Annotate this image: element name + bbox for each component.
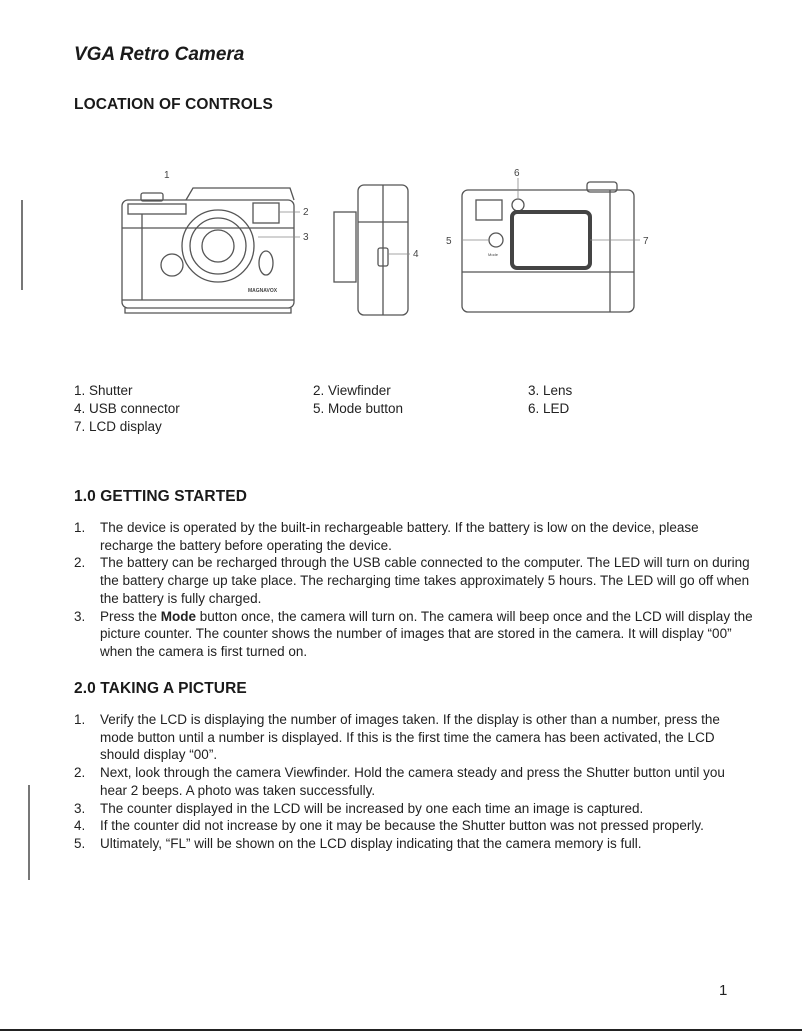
list-text: The battery can be recharged through the USB cable connected to the computer. The LED will turn on during the battery charge up take place. The recharging time takes approximately 5 hours. The LED will go off when the battery is fully charged.	[100, 555, 750, 606]
list-text: Verify the LCD is displaying the number of images taken. If the display is other than a number, press the mode button until a number is displayed. If this is the first time the camera has been activated, the LCD should display “00”.	[100, 712, 720, 763]
list-item	[74, 817, 754, 835]
callout-7: 7	[643, 236, 649, 247]
list-number: 3.	[74, 800, 86, 816]
page-number: 1	[719, 982, 728, 999]
scan-margin-mark	[21, 200, 23, 290]
bold-term-mode: Mode	[160, 608, 197, 624]
legend-item: 4. USB connector	[74, 401, 180, 416]
list-item	[74, 800, 754, 818]
list-number: 2.	[74, 555, 86, 571]
list-number: 4.	[74, 818, 86, 834]
list-item	[74, 608, 754, 661]
list-number: 1.	[74, 520, 86, 535]
legend-item: 6. LED	[528, 401, 570, 416]
list-text: Next, look through the camera Viewfinder. Hold the camera steady and press the Shutter button until you hear 2 beeps. A photo was taken successfully.	[100, 765, 725, 798]
callout-4: 4	[413, 249, 419, 260]
list-text: The device is operated by the built-in rechargeable battery. If the battery is low on the device, please recharge the battery before operating the device.	[100, 520, 699, 553]
getting-started-list	[74, 519, 754, 661]
legend-item: 1. Shutter	[74, 383, 133, 398]
legend-item: 2. Viewfinder	[313, 383, 391, 398]
list-number: 2.	[74, 765, 86, 781]
legend-item: 5. Mode button	[313, 401, 404, 416]
list-item	[74, 835, 754, 853]
section-heading-location-of-controls: LOCATION OF CONTROLS	[74, 96, 273, 113]
doc-title: VGA Retro Camera	[74, 44, 245, 65]
list-item	[74, 764, 754, 799]
callout-5: 5	[446, 236, 452, 247]
legend-item: 3. Lens	[528, 383, 573, 398]
legend-row	[74, 382, 572, 400]
mode-label: Mode	[488, 252, 499, 257]
section-heading-getting-started: 1.0 GETTING STARTED	[74, 488, 247, 505]
list-item	[74, 711, 754, 764]
camera-illustration	[0, 160, 802, 340]
section-heading-taking-a-picture: 2.0 TAKING A PICTURE	[74, 680, 247, 697]
brand-label: MAGNAVOX	[248, 288, 278, 294]
list-number: 5.	[74, 835, 86, 851]
legend-item: 7. LCD display	[74, 419, 162, 434]
callout-6: 6	[514, 168, 520, 179]
text-fragment: button once, the camera will turn on. The camera will beep once and the LCD will display the picture counter. The counter shows the number of images that are stored in the camera. It will display “00” when the camera is first turned on.	[100, 608, 753, 659]
legend-row	[74, 418, 572, 436]
callout-3: 3	[303, 232, 309, 243]
controls-legend	[74, 382, 572, 436]
callout-2: 2	[303, 207, 309, 218]
list-number: 3.	[74, 608, 86, 624]
list-number: 1.	[74, 712, 86, 727]
list-text	[100, 608, 754, 661]
taking-a-picture-list	[74, 711, 754, 853]
list-text: If the counter did not increase by one it may be because the Shutter button was not pressed properly.	[100, 818, 704, 834]
legend-row	[74, 400, 572, 418]
camera-diagrams	[0, 160, 802, 340]
list-text: The counter displayed in the LCD will be increased by one each time an image is captured.	[100, 800, 644, 816]
list-text: Ultimately, “FL” will be shown on the LCD display indicating that the camera memory is full.	[100, 835, 642, 851]
callout-1: 1	[164, 170, 170, 181]
scan-margin-mark	[28, 785, 30, 880]
list-item	[74, 519, 754, 554]
text-fragment: Press the	[100, 608, 161, 624]
list-item	[74, 554, 754, 607]
